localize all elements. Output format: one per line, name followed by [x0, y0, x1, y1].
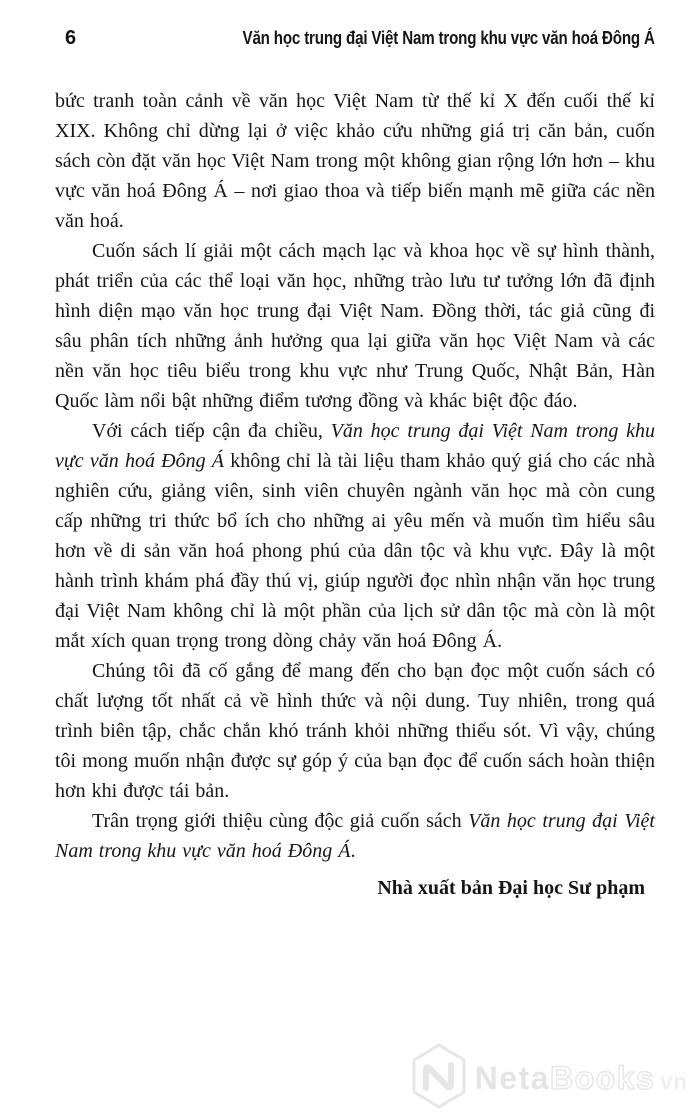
- paragraph-text: Với cách tiếp cận đa chiều,: [92, 420, 331, 442]
- wordmark-neta: Neta: [474, 1060, 551, 1096]
- publisher-signature: Nhà xuất bản Đại học Sư phạm: [377, 877, 645, 899]
- paragraph-text: .: [350, 840, 356, 862]
- paragraphs: [55, 86, 655, 866]
- paragraph-text: Trân trọng giới thiệu cùng độc giả cuốn sách: [92, 810, 469, 832]
- paragraph: [55, 236, 655, 416]
- paragraph-text: không chỉ là tài liệu tham khảo quý giá cho các nhà nghiên cứu, giảng viên, sinh viên chuyên ngành văn học mà còn cung cấp những tri thức bổ ích cho những ai yêu mến và muốn tìm hiểu sâu hơn về di sản văn hoá phong phú của dân tộc và khu vực. Đây là một hành trình khám phá đầy thú vị, giúp người đọc nhìn nhận văn học trung đại Việt Nam không chỉ là một phần của lịch sử dân tộc mà còn là một mắt xích quan trọng trong dòng chảy văn hoá Đông Á.: [55, 450, 655, 652]
- book-title-italic: Văn học trung đại Việt Nam trong khu vực văn hoá Đông Á: [55, 810, 655, 862]
- wordmark-books: Books: [550, 1060, 656, 1096]
- paragraph-text: bức tranh toàn cảnh về văn học Việt Nam từ thế kỉ X đến cuối thế kỉ XIX. Không chỉ dừng lại ở việc khảo cứu những giá trị căn bản, cuốn sách còn đặt văn học Việt Nam trong một không gian rộng lớn hơn – khu vực văn hoá Đông Á – nơi giao thoa và tiếp biến mạnh mẽ giữa các nền văn hoá.: [55, 90, 655, 232]
- wordmark-vn: vn: [660, 1069, 688, 1094]
- page-number: 6: [65, 27, 77, 49]
- paragraph: [55, 656, 655, 806]
- page-body: [55, 86, 655, 900]
- page-header: [65, 27, 655, 50]
- paragraph: [55, 86, 655, 236]
- netabooks-wordmark: [475, 1060, 688, 1097]
- paragraph: [55, 416, 655, 656]
- paragraph: [55, 806, 655, 866]
- netabooks-watermark: [411, 1043, 688, 1114]
- paragraph-text: Chúng tôi đã cố gắng để mang đến cho bạn đọc một cuốn sách có chất lượng tốt nhất cả về hình thức và nội dung. Tuy nhiên, trong quá trình biên tập, chắc chắn khó tránh khỏi những thiếu sót. Vì vậy, chúng tôi mong muốn nhận được sự góp ý của bạn đọc để cuốn sách hoàn thiện hơn khi được tái bản.: [55, 660, 655, 802]
- book-title-italic: Văn học trung đại Việt Nam trong khu vực văn hoá Đông Á: [55, 420, 655, 472]
- paragraph-text: Cuốn sách lí giải một cách mạch lạc và khoa học về sự hình thành, phát triển của các thể loại văn học, những trào lưu tư tưởng lớn đã định hình diện mạo văn học trung đại Việt Nam. Đồng thời, tác giả cũng đi sâu phân tích những ảnh hưởng qua lại giữa văn học Việt Nam và các nền văn học tiêu biểu trong khu vực như Trung Quốc, Nhật Bản, Hàn Quốc làm nổi bật những điểm tương đồng và khác biệt độc đáo.: [55, 240, 655, 412]
- running-title: Văn học trung đại Việt Nam trong khu vực văn hoá Đông Á: [242, 28, 655, 48]
- netabooks-hexagon-logo-icon: [411, 1043, 467, 1114]
